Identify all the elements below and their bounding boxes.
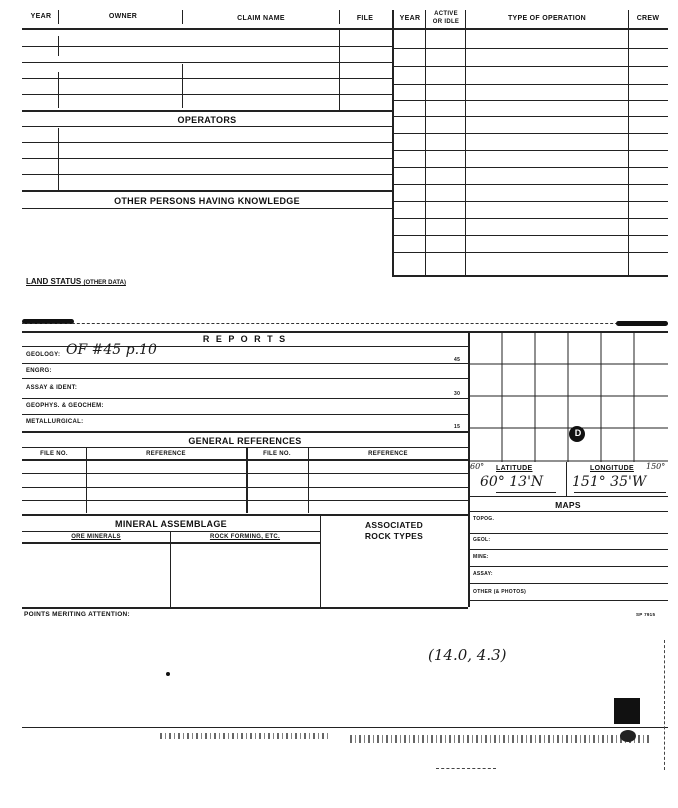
- section-divider: [22, 323, 668, 324]
- center-divider: [392, 10, 394, 276]
- report-row-line: [22, 378, 468, 379]
- table-row-line: [22, 78, 392, 79]
- header-crew: CREW: [636, 15, 660, 22]
- latitude-underline: [496, 492, 556, 493]
- maps-row-line: [468, 600, 668, 601]
- table-row-line: [22, 94, 392, 95]
- references-row-line: [22, 514, 468, 516]
- report-row-line: [22, 431, 468, 433]
- table-row-line: [22, 62, 392, 63]
- maps-row-line: [468, 583, 668, 584]
- ref-header-reference-2: REFERENCE: [368, 451, 408, 457]
- header-type-of-operation: TYPE OF OPERATION: [507, 15, 587, 22]
- references-column-line: [246, 447, 248, 513]
- report-number-45: 45: [454, 357, 461, 363]
- right-row-line: [392, 235, 668, 236]
- rock-types-label: ROCK TYPES: [364, 531, 424, 541]
- report-number-15: 15: [454, 424, 461, 430]
- mineral-header-rule: [22, 542, 320, 544]
- header-year: YEAR: [30, 13, 52, 20]
- associated-label: ASSOCIATED: [364, 520, 424, 530]
- scan-noise: [350, 735, 650, 743]
- column-line: [628, 10, 629, 276]
- references-header-rule: [22, 459, 468, 461]
- maps-row-line: [468, 533, 668, 534]
- land-status-label: [26, 277, 126, 286]
- scan-noise-line: [436, 768, 496, 769]
- maps-row-line: [468, 566, 668, 567]
- longitude-underline: [574, 492, 666, 493]
- longitude-prefix: 150°: [646, 462, 666, 471]
- column-line: [465, 10, 466, 276]
- reports-title: R E P O R T S: [202, 334, 288, 344]
- other-persons-label: OTHER PERSONS HAVING KNOWLEDGE: [114, 196, 300, 206]
- right-row-line: [392, 167, 668, 168]
- operators-row-line: [22, 174, 392, 175]
- right-row-line: [392, 150, 668, 151]
- points-meriting-label: POINTS MERITING ATTENTION:: [24, 611, 131, 618]
- latitude-prefix: 60°: [470, 462, 485, 471]
- scan-noise: [160, 733, 330, 739]
- right-row-line: [392, 100, 668, 101]
- operators-label: OPERATORS: [177, 115, 237, 125]
- header-or-idle: OR IDLE: [432, 19, 460, 25]
- header-active: ACTIVE: [434, 11, 458, 17]
- references-row-line: [22, 500, 468, 501]
- right-row-line: [392, 66, 668, 67]
- report-row-line: [22, 363, 468, 364]
- mineral-rule: [22, 531, 320, 532]
- location-grid: [469, 332, 668, 462]
- operators-row-line: [22, 190, 392, 192]
- column-line: [58, 72, 59, 108]
- maps-title: MAPS: [555, 500, 581, 510]
- report-label-geology: GEOLOGY:: [26, 352, 61, 358]
- header-file: FILE: [356, 15, 374, 22]
- longitude-value: 151° 35'W: [572, 474, 647, 490]
- column-line: [58, 36, 59, 56]
- rock-forming-header: ROCK FORMING, ETC.: [209, 534, 281, 540]
- land-status-sublabel: (OTHER DATA): [83, 280, 126, 286]
- column-line: [425, 10, 426, 276]
- mineral-bottom-rule: [22, 607, 468, 609]
- header-divider: [339, 10, 340, 24]
- maps-row-line: [468, 549, 668, 550]
- column-line: [182, 64, 183, 108]
- latitude-value: 60° 13'N: [480, 474, 544, 490]
- maps-geol-label: GEOL:: [473, 537, 491, 543]
- references-column-line: [308, 447, 309, 513]
- handwritten-coordinates: (14.0, 4.3): [428, 646, 507, 664]
- right-row-line: [392, 133, 668, 134]
- right-row-line: [392, 48, 668, 49]
- right-row-line: [392, 184, 668, 185]
- latitude-label: LATITUDE: [496, 465, 533, 472]
- general-references-title: GENERAL REFERENCES: [188, 436, 302, 446]
- report-row-line: [22, 414, 468, 415]
- operators-row-line: [22, 142, 392, 143]
- right-row-line: [392, 218, 668, 219]
- registration-square: [614, 698, 640, 724]
- speck: [166, 672, 170, 676]
- ref-header-reference-1: REFERENCE: [146, 451, 186, 457]
- report-label-assay: ASSAY & IDENT:: [26, 385, 78, 391]
- right-row-line: [392, 252, 668, 253]
- report-row-line: [22, 398, 468, 399]
- report-label-metallurgical: METALLURGICAL:: [26, 419, 84, 425]
- header-divider: [182, 10, 183, 24]
- operators-row-line: [22, 158, 392, 159]
- references-rule: [22, 447, 468, 448]
- operators-rule: [22, 126, 392, 127]
- right-row-line: [392, 201, 668, 202]
- ref-header-file-no-2: FILE NO.: [263, 451, 291, 457]
- form-number: SP 7915: [636, 612, 656, 617]
- mineral-assemblage-title: MINERAL ASSEMBLAGE: [115, 519, 227, 529]
- ore-minerals-header: ORE MINERALS: [71, 534, 121, 540]
- header-claim-name: CLAIM NAME: [237, 15, 285, 22]
- header-year-2: YEAR: [399, 15, 421, 22]
- other-persons-rule: [22, 208, 392, 209]
- geology-handwritten-value: OF #45 p.10: [66, 342, 157, 358]
- operators-column-line: [58, 128, 59, 190]
- right-row-line: [392, 84, 668, 85]
- lat-lon-divider: [566, 462, 567, 496]
- maps-other-label: OTHER (& PHOTOS): [473, 589, 527, 595]
- maps-topog-label: TOPOG.: [473, 516, 495, 522]
- table-row-line: [22, 46, 392, 47]
- right-row-line: [392, 116, 668, 117]
- report-label-engrg: ENGRG:: [26, 368, 52, 374]
- header-rule: [22, 28, 668, 30]
- longitude-label: LONGITUDE: [590, 465, 634, 472]
- scan-blot: [620, 730, 636, 742]
- maps-assay-label: ASSAY:: [473, 571, 493, 577]
- column-line: [339, 28, 340, 110]
- mineral-column-line: [170, 531, 171, 607]
- header-owner: OWNER: [108, 13, 138, 20]
- references-row-line: [22, 487, 468, 488]
- header-divider: [58, 10, 59, 24]
- references-column-line: [86, 447, 87, 513]
- maps-rule: [468, 511, 668, 512]
- edge-mark: [664, 640, 665, 770]
- table-row-line: [22, 110, 392, 112]
- mineral-column-line: [320, 514, 321, 607]
- land-status-title: LAND STATUS: [26, 277, 82, 286]
- maps-mine-label: MINE:: [473, 554, 489, 560]
- references-row-line: [22, 473, 468, 474]
- report-number-30: 30: [454, 391, 461, 397]
- ref-header-file-no-1: FILE NO.: [40, 451, 68, 457]
- location-rule: [468, 496, 668, 497]
- right-row-line: [392, 275, 668, 277]
- report-label-geophys: GEOPHYS. & GEOCHEM:: [26, 403, 104, 409]
- bottom-rule: [22, 727, 668, 728]
- location-marker-label: D: [574, 428, 582, 438]
- heavy-mark-right: [616, 321, 668, 326]
